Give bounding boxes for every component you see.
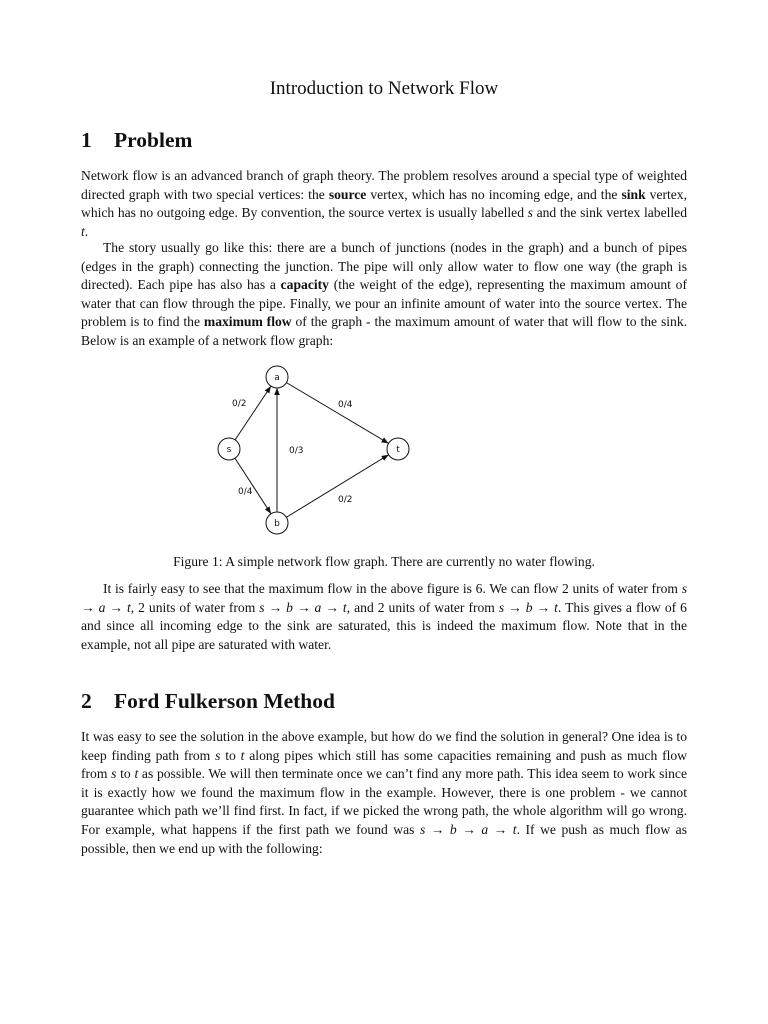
node-label: s [226,445,232,455]
edge-b-a [277,388,303,512]
text-run: vertex, which has no incoming edge, and the [366,186,622,202]
math-path: s → b → a → t [259,599,347,615]
term-sink: sink [621,186,646,202]
edge-label: 0/4 [338,400,353,410]
text-run: . If we push as much flow as possible, then we end up with the following: [81,821,687,856]
section-number: 1 [81,128,92,152]
math-t: t [81,223,85,239]
term-capacity: capacity [280,277,329,293]
edge-s-a [232,386,271,440]
node-a [266,366,288,388]
node-label: t [396,445,400,455]
math-t: t [134,766,139,782]
math-path: s → b → a → t [419,821,517,837]
math-path: s → b → t [498,599,558,615]
section-heading-ford-fulkerson [81,687,335,715]
text-run: of the graph - the maximum amount of water that will flow to the sink. Below is an example of a network flow graph: [81,314,688,348]
text-run: It is fairly easy to see that the maximum flow in the above figure is 6. We can flow 2 units of water from [103,581,682,596]
text-run: and the sink vertex labelled [532,205,687,221]
node-b [266,512,288,534]
section-title: Problem [114,128,193,152]
math-s: s [111,766,117,782]
text-run: along pipes which still has some capacities remaining and push as much flow from [81,747,688,782]
section-number: 2 [81,689,92,713]
edge-label: 0/2 [338,495,353,505]
network-flow-graph [200,360,430,540]
paragraph-problem-story [81,239,687,351]
paragraph-problem-intro [81,167,687,241]
math-path: s → a → t [81,581,687,615]
edge-arrow [235,458,271,514]
math-s: s [527,205,533,221]
text-run: Network flow is an advanced branch of graph theory. The problem resolves around a special type of weighted directed graph with two special vertices: the [81,168,687,202]
document-title: Introduction to Network Flow [269,78,499,99]
edge-arrow [235,386,271,440]
text-run: . This gives a flow of 6 and since all incoming edge to the sink are saturated, this is indeed the maximum flow. Note that in the example, not all pipe are saturated with water. [81,599,687,652]
text-run: , 2 units of water from [130,599,260,615]
edge-label: 0/3 [289,446,304,456]
paragraph-max-flow-example [81,580,687,654]
section-title: Ford Fulkerson Method [114,689,335,713]
figure-caption: Figure 1: A simple network flow graph. There are currently no water flowing. [173,554,595,569]
text-run: The story usually go like this: there are a bunch of junctions (nodes in the graph) and a bunch of pipes (edges in the graph) connecting the junction. The pipe will only allow water to flow one way (the graph is directed). Each pipe has also has a [81,240,687,293]
node-t [387,438,409,460]
math-s: s [215,747,221,763]
node-label: a [274,373,280,383]
edge-b-t [286,455,388,518]
node-s [218,438,240,460]
term-source: source [328,186,367,202]
text-run: to [116,766,135,782]
math-t: t [240,747,245,763]
edge-arrow [286,455,388,518]
term-maximum-flow: maximum flow [203,314,292,330]
text-run: (the weight of the edge), representing the maximum amount of water that can flow through the pipe. Finally, we pour an infinite amount of water into the source vertex. The problem is to find the [81,277,688,330]
text-run: , and 2 units of water from [346,599,499,615]
edge-arrow [286,383,388,444]
text-run: It was easy to see the solution in the above example, but how do we find the solution in general? One idea is to keep finding path from [81,729,687,763]
edge-label: 0/2 [232,399,247,409]
text-run: to [220,747,241,763]
text-run: as possible. We will then terminate once we can’t find any more path. This idea seem to work since it is exactly how we found the maximum flow in the example. However, there is one problem - we cannot guarantee which path we’ll find first. In fact, if we picked the wrong path, the whole algorithm will go wrong. For example, what happens if the first path we found was [81,766,688,837]
edge-s-b [235,458,271,514]
text-run: vertex, which has no outgoing edge. By convention, the source vertex is usually labelled [81,186,688,221]
text-run: . [84,223,89,239]
network-flow-figure [200,360,430,540]
edge-a-t [286,383,388,444]
node-label: b [274,519,280,529]
paragraph-ford-fulkerson [81,728,687,858]
edge-label: 0/4 [238,487,253,497]
section-heading-problem [81,126,192,154]
